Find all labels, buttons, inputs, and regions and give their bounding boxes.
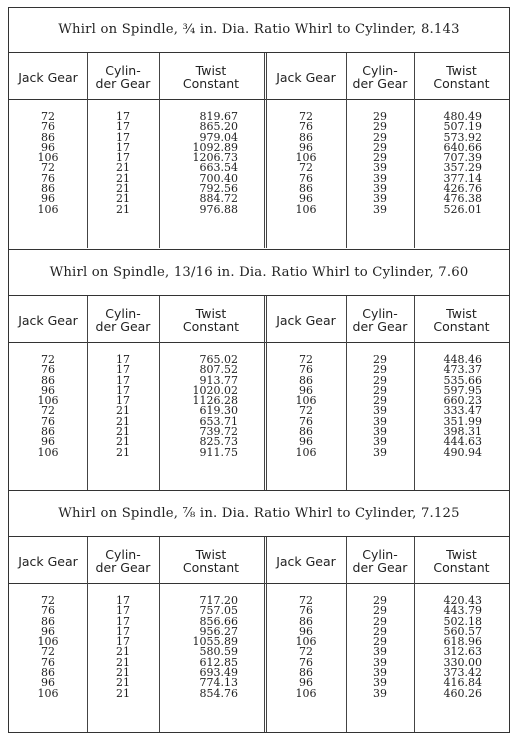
table-section <box>9 8 509 248</box>
cylinder-gear-value: 29 <box>373 394 387 408</box>
cylinder-gear-value: 17 <box>116 110 130 123</box>
column-twist <box>414 355 482 458</box>
column-jack <box>266 596 346 699</box>
jack-gear-value: 72 <box>299 404 313 418</box>
twist-constant-value: 502.18 <box>443 614 482 628</box>
twist-constant-value: 765.02 <box>199 353 238 366</box>
cylinder-gear-value: 21 <box>116 192 130 206</box>
cylinder-gear-value: 21 <box>116 655 130 669</box>
header-jack-gear: Jack Gear <box>276 70 336 85</box>
header-cylinder-gear-line1: Cylin- <box>105 306 141 321</box>
jack-gear-value: 96 <box>41 192 55 206</box>
twist-constant-value: 700.40 <box>199 171 238 185</box>
cylinder-gear-value: 39 <box>373 404 387 418</box>
jack-gear-value: 76 <box>299 120 313 134</box>
twist-constant-value: 473.37 <box>443 363 482 377</box>
header-twist-line2: Constant <box>433 560 490 575</box>
header-cylinder-gear-line2: der Gear <box>352 560 408 575</box>
column-jack <box>9 112 87 215</box>
jack-gear-value: 86 <box>41 182 55 196</box>
twist-constant-value: 707.39 <box>443 151 482 165</box>
jack-gear-value: 106 <box>37 635 59 649</box>
cylinder-gear-value: 21 <box>116 676 130 690</box>
cylinder-gear-value: 21 <box>116 161 130 175</box>
twist-constant-value: 913.77 <box>199 373 238 387</box>
twist-constant-value: 618.96 <box>443 635 482 649</box>
twist-constant-value: 312.63 <box>443 645 482 659</box>
jack-gear-value: 86 <box>299 666 313 680</box>
twist-constant-value: 640.66 <box>443 140 482 154</box>
section-title: Whirl on Spindle, 13/16 in. Dia. Ratio Whirl to Cylinder, 7.60 <box>49 265 469 280</box>
jack-gear-value: 72 <box>299 161 313 175</box>
header-cylinder-gear-line2: der Gear <box>95 560 151 575</box>
cylinder-gear-value: 39 <box>373 676 387 690</box>
twist-constant-value: 819.67 <box>199 110 238 123</box>
twist-constant-value: 663.54 <box>199 161 238 175</box>
cylinder-gear-value: 29 <box>373 604 387 618</box>
jack-gear-value: 96 <box>41 140 55 154</box>
header-twist-line2: Constant <box>433 319 490 334</box>
jack-gear-value: 106 <box>295 635 317 649</box>
jack-gear-value: 76 <box>41 120 55 134</box>
twist-constant-value: 1126.28 <box>192 394 238 408</box>
twist-constant-value: 330.00 <box>443 655 482 669</box>
cylinder-gear-value: 17 <box>116 151 130 165</box>
jack-gear-value: 72 <box>41 645 55 659</box>
jack-gear-value: 72 <box>299 594 313 607</box>
twist-constant-value: 333.47 <box>443 404 482 418</box>
header-cylinder-gear-line1: Cylin- <box>105 547 141 562</box>
cylinder-gear-value: 21 <box>116 445 130 459</box>
column-cyl <box>346 355 414 458</box>
jack-gear-value: 76 <box>299 171 313 185</box>
twist-constant-value: 976.88 <box>199 202 238 216</box>
twist-constant-value: 416.84 <box>443 676 482 690</box>
jack-gear-value: 96 <box>41 624 55 638</box>
twist-constant-value: 357.29 <box>443 161 482 175</box>
jack-gear-value: 86 <box>299 614 313 628</box>
cylinder-gear-value: 17 <box>116 363 130 377</box>
twist-constant-value: 377.14 <box>443 171 482 185</box>
jack-gear-value: 96 <box>299 435 313 449</box>
header-cylinder-gear <box>87 307 159 333</box>
jack-gear-value: 72 <box>41 161 55 175</box>
header-cylinder-gear-line2: der Gear <box>95 319 151 334</box>
column-cyl <box>87 112 159 215</box>
cylinder-gear-value: 17 <box>116 635 130 649</box>
twist-constant-value: 373.42 <box>443 666 482 680</box>
jack-gear-value: 76 <box>299 655 313 669</box>
jack-gear-value: 86 <box>299 425 313 439</box>
cylinder-gear-value: 17 <box>116 624 130 638</box>
cylinder-gear-value: 17 <box>116 130 130 144</box>
twist-constant-value: 460.26 <box>443 686 482 700</box>
jack-gear-value: 96 <box>41 676 55 690</box>
cylinder-gear-value: 29 <box>373 635 387 649</box>
jack-gear-value: 106 <box>295 445 317 459</box>
table-section <box>9 492 509 732</box>
twist-constant-value: 1206.73 <box>192 151 238 165</box>
twist-constant-value: 956.27 <box>199 624 238 638</box>
jack-gear-value: 86 <box>41 666 55 680</box>
cylinder-gear-value: 17 <box>116 594 130 607</box>
column-jack <box>9 596 87 699</box>
jack-gear-value: 76 <box>41 414 55 428</box>
jack-gear-value: 96 <box>299 676 313 690</box>
twist-constant-value: 480.49 <box>443 110 482 123</box>
cylinder-gear-value: 39 <box>373 425 387 439</box>
twist-constant-value: 739.72 <box>199 425 238 439</box>
twist-constant-value: 757.05 <box>199 604 238 618</box>
twist-constant-value: 856.66 <box>199 614 238 628</box>
cylinder-gear-value: 29 <box>373 624 387 638</box>
jack-gear-value: 86 <box>41 130 55 144</box>
twist-constant-value: 507.19 <box>443 120 482 134</box>
jack-gear-value: 86 <box>299 182 313 196</box>
header-twist-line1: Twist <box>195 547 227 562</box>
header-twist-constant <box>414 64 509 90</box>
header-rule <box>9 583 509 584</box>
header-cylinder-gear-line1: Cylin- <box>105 63 141 78</box>
twist-constant-value: 792.56 <box>199 182 238 196</box>
jack-gear-value: 106 <box>295 202 317 216</box>
jack-gear-value: 72 <box>299 353 313 366</box>
cylinder-gear-value: 21 <box>116 425 130 439</box>
twist-constant-value: 398.31 <box>443 425 482 439</box>
jack-gear-value: 96 <box>41 383 55 397</box>
cylinder-gear-value: 39 <box>373 202 387 216</box>
cylinder-gear-value: 39 <box>373 182 387 196</box>
twist-constant-value: 854.76 <box>199 686 238 700</box>
header-twist-line1: Twist <box>195 63 227 78</box>
jack-gear-value: 96 <box>41 435 55 449</box>
cylinder-gear-value: 39 <box>373 171 387 185</box>
column-cyl <box>346 596 414 699</box>
jack-gear-value: 86 <box>41 373 55 387</box>
twist-constant-value: 420.43 <box>443 594 482 607</box>
header-twist-line2: Constant <box>433 76 490 91</box>
cylinder-gear-value: 39 <box>373 686 387 700</box>
cylinder-gear-value: 29 <box>373 151 387 165</box>
cylinder-gear-value: 21 <box>116 202 130 216</box>
cylinder-gear-value: 29 <box>373 373 387 387</box>
section-title-rule <box>9 536 509 537</box>
cylinder-gear-value: 17 <box>116 614 130 628</box>
cylinder-gear-value: 17 <box>116 383 130 397</box>
jack-gear-value: 96 <box>299 140 313 154</box>
cylinder-gear-value: 29 <box>373 110 387 123</box>
header-cylinder-gear-line2: der Gear <box>352 76 408 91</box>
jack-gear-value: 106 <box>295 686 317 700</box>
twist-constant-table <box>8 7 510 733</box>
jack-gear-value: 76 <box>41 655 55 669</box>
jack-gear-value: 86 <box>299 130 313 144</box>
jack-gear-value: 86 <box>299 373 313 387</box>
jack-gear-value: 72 <box>299 110 313 123</box>
twist-constant-value: 597.95 <box>443 383 482 397</box>
cylinder-gear-value: 21 <box>116 435 130 449</box>
jack-gear-value: 76 <box>41 171 55 185</box>
twist-constant-value: 580.59 <box>199 645 238 659</box>
cylinder-gear-value: 17 <box>116 394 130 408</box>
section-divider <box>9 249 509 250</box>
cylinder-gear-value: 21 <box>116 414 130 428</box>
jack-gear-value: 72 <box>41 404 55 418</box>
cylinder-gear-value: 21 <box>116 171 130 185</box>
twist-constant-value: 573.92 <box>443 130 482 144</box>
header-jack-gear: Jack Gear <box>18 554 78 569</box>
twist-constant-value: 911.75 <box>199 445 238 459</box>
twist-constant-value: 443.79 <box>443 604 482 618</box>
cylinder-gear-value: 17 <box>116 373 130 387</box>
twist-constant-value: 1092.89 <box>192 140 238 154</box>
jack-gear-value: 96 <box>299 192 313 206</box>
header-twist-line1: Twist <box>446 306 477 321</box>
header-twist-constant <box>159 548 263 574</box>
header-cylinder-gear <box>87 64 159 90</box>
twist-constant-value: 807.52 <box>199 363 238 377</box>
cylinder-gear-value: 21 <box>116 182 130 196</box>
twist-constant-value: 979.04 <box>199 130 238 144</box>
column-jack <box>9 355 87 458</box>
column-jack <box>266 355 346 458</box>
column-twist <box>159 355 238 458</box>
jack-gear-value: 106 <box>295 394 317 408</box>
cylinder-gear-value: 29 <box>373 614 387 628</box>
section-title-rule <box>9 295 509 296</box>
cylinder-gear-value: 29 <box>373 363 387 377</box>
header-jack-gear: Jack Gear <box>276 554 336 569</box>
jack-gear-value: 72 <box>41 110 55 123</box>
cylinder-gear-value: 17 <box>116 120 130 134</box>
twist-constant-value: 693.49 <box>199 666 238 680</box>
jack-gear-value: 96 <box>299 624 313 638</box>
header-cylinder-gear <box>346 548 414 574</box>
header-twist-line2: Constant <box>182 319 240 334</box>
twist-constant-value: 351.99 <box>443 414 482 428</box>
column-twist <box>159 596 238 699</box>
cylinder-gear-value: 17 <box>116 140 130 154</box>
column-jack <box>266 112 346 215</box>
cylinder-gear-value: 21 <box>116 686 130 700</box>
jack-gear-value: 76 <box>299 604 313 618</box>
header-cylinder-gear-line1: Cylin- <box>362 306 398 321</box>
column-twist <box>414 596 482 699</box>
twist-constant-value: 612.85 <box>199 655 238 669</box>
header-twist-line1: Twist <box>446 547 477 562</box>
header-jack-gear: Jack Gear <box>276 313 336 328</box>
column-twist <box>159 112 238 215</box>
cylinder-gear-value: 29 <box>373 140 387 154</box>
jack-gear-value: 106 <box>295 151 317 165</box>
cylinder-gear-value: 39 <box>373 435 387 449</box>
cylinder-gear-value: 39 <box>373 414 387 428</box>
column-twist <box>414 112 482 215</box>
section-title: Whirl on Spindle, ¾ in. Dia. Ratio Whirl to Cylinder, 8.143 <box>58 22 460 37</box>
twist-constant-value: 444.63 <box>443 435 482 449</box>
jack-gear-value: 86 <box>41 425 55 439</box>
header-twist-line1: Twist <box>195 306 227 321</box>
cylinder-gear-value: 29 <box>373 383 387 397</box>
header-cylinder-gear-line1: Cylin- <box>362 547 398 562</box>
header-jack-gear: Jack Gear <box>18 70 78 85</box>
twist-constant-value: 526.01 <box>443 202 482 216</box>
table-section <box>9 251 509 491</box>
twist-constant-value: 1020.02 <box>192 383 238 397</box>
jack-gear-value: 106 <box>37 686 59 700</box>
cylinder-gear-value: 17 <box>116 604 130 618</box>
cylinder-gear-value: 29 <box>373 130 387 144</box>
twist-constant-value: 426.76 <box>443 182 482 196</box>
cylinder-gear-value: 39 <box>373 655 387 669</box>
cylinder-gear-value: 21 <box>116 404 130 418</box>
cylinder-gear-value: 39 <box>373 445 387 459</box>
cylinder-gear-value: 39 <box>373 645 387 659</box>
twist-constant-value: 1055.89 <box>192 635 238 649</box>
twist-constant-value: 653.71 <box>199 414 238 428</box>
column-cyl <box>87 355 159 458</box>
header-twist-line1: Twist <box>446 63 477 78</box>
jack-gear-value: 106 <box>37 151 59 165</box>
twist-constant-value: 490.94 <box>443 445 482 459</box>
jack-gear-value: 72 <box>299 645 313 659</box>
twist-constant-value: 476.38 <box>443 192 482 206</box>
twist-constant-value: 717.20 <box>199 594 238 607</box>
jack-gear-value: 76 <box>41 604 55 618</box>
header-cylinder-gear <box>87 548 159 574</box>
header-rule <box>9 99 509 100</box>
twist-constant-value: 619.30 <box>199 404 238 418</box>
section-title-rule <box>9 52 509 53</box>
cylinder-gear-value: 39 <box>373 161 387 175</box>
column-cyl <box>87 596 159 699</box>
cylinder-gear-value: 39 <box>373 666 387 680</box>
cylinder-gear-value: 29 <box>373 120 387 134</box>
jack-gear-value: 86 <box>41 614 55 628</box>
cylinder-gear-value: 29 <box>373 353 387 366</box>
jack-gear-value: 106 <box>37 445 59 459</box>
twist-constant-value: 884.72 <box>199 192 238 206</box>
header-rule <box>9 342 509 343</box>
jack-gear-value: 72 <box>41 594 55 607</box>
header-cylinder-gear <box>346 64 414 90</box>
header-twist-constant <box>414 307 509 333</box>
cylinder-gear-value: 17 <box>116 353 130 366</box>
twist-constant-value: 535.66 <box>443 373 482 387</box>
header-cylinder-gear-line1: Cylin- <box>362 63 398 78</box>
header-twist-constant <box>159 64 263 90</box>
header-cylinder-gear <box>346 307 414 333</box>
cylinder-gear-value: 21 <box>116 666 130 680</box>
section-divider <box>9 490 509 491</box>
jack-gear-value: 106 <box>37 202 59 216</box>
cylinder-gear-value: 21 <box>116 645 130 659</box>
cylinder-gear-value: 29 <box>373 594 387 607</box>
cylinder-gear-value: 39 <box>373 192 387 206</box>
header-twist-constant <box>159 307 263 333</box>
header-twist-line2: Constant <box>182 560 240 575</box>
header-cylinder-gear-line2: der Gear <box>352 319 408 334</box>
jack-gear-value: 76 <box>41 363 55 377</box>
section-title: Whirl on Spindle, ⅞ in. Dia. Ratio Whirl to Cylinder, 7.125 <box>58 506 460 521</box>
jack-gear-value: 72 <box>41 353 55 366</box>
twist-constant-value: 774.13 <box>199 676 238 690</box>
header-cylinder-gear-line2: der Gear <box>95 76 151 91</box>
twist-constant-value: 825.73 <box>199 435 238 449</box>
twist-constant-value: 865.20 <box>199 120 238 134</box>
jack-gear-value: 96 <box>299 383 313 397</box>
jack-gear-value: 76 <box>299 414 313 428</box>
twist-constant-value: 448.46 <box>443 353 482 366</box>
header-twist-line2: Constant <box>182 76 240 91</box>
header-twist-constant <box>414 548 509 574</box>
twist-constant-value: 660.23 <box>443 394 482 408</box>
header-jack-gear: Jack Gear <box>18 313 78 328</box>
twist-constant-value: 560.57 <box>443 624 482 638</box>
column-cyl <box>346 112 414 215</box>
jack-gear-value: 106 <box>37 394 59 408</box>
jack-gear-value: 76 <box>299 363 313 377</box>
